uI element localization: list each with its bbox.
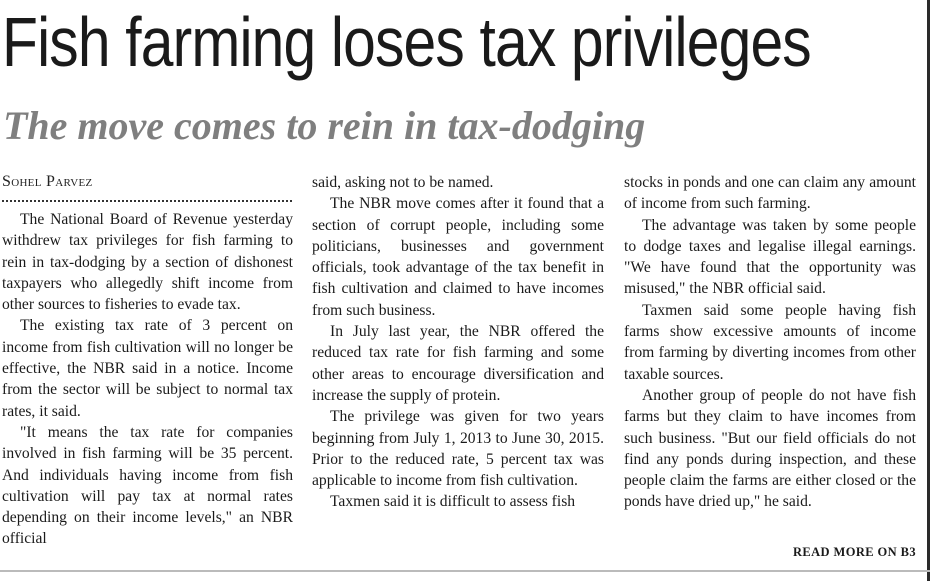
article-column-2: [312, 172, 604, 513]
paragraph: Taxmen said it is difficult to assess fish: [330, 493, 576, 511]
read-more-link[interactable]: READ MORE ON B3: [792, 545, 916, 559]
paragraph: "It means the tax rate for companies involved in fish farming will be 35 percent. And individuals having income from fish cultivation will pay tax at normal rates depending on their income levels," an NBR official: [2, 423, 293, 548]
paragraph: Taxmen said some people having fish farms show excessive amounts of income from farming by diverting incomes from other taxable sources.: [624, 301, 916, 383]
paragraph: Another group of people do not have fish farms but they claim to have incomes from such business. "But our field officials do not find any ponds during inspection, and these people claim the farms are either closed or the ponds have dried up," he said.: [624, 386, 916, 511]
subheadline: The move comes to rein in tax-dodging: [3, 103, 646, 148]
paragraph: The NBR move comes after it found that a section of corrupt people, including some politicians, businesses and government officials, took advantage of the tax benefit in fish cultivation and claimed to have incomes from such business.: [312, 195, 604, 319]
paragraph-continued: said, asking not to be named.: [312, 174, 494, 191]
paragraph: The advantage was taken by some people to dodge taxes and legalise illegal earnings. "We have found that the opportunity was misused," the NBR official said.: [624, 216, 916, 298]
byline-dotted-rule: [2, 200, 292, 202]
headline: Fish farming loses tax privileges: [2, 3, 811, 81]
paragraph-continued: stocks in ponds and one can claim any amount of income from such farming.: [624, 174, 916, 213]
byline: Sohel Parvez: [2, 173, 93, 190]
article-column-3: [624, 172, 916, 513]
article-column-1: [2, 209, 293, 550]
paragraph: The privilege was given for two years beginning from July 1, 2013 to June 30, 2015. Prior to the reduced rate, 5 percent tax was applicable to income from fish cultivation.: [312, 408, 604, 490]
paragraph: The existing tax rate of 3 percent on income from fish cultivation will no longer be effective, the NBR said in a notice. Income from the sector will be subject to normal tax rates, it said.: [2, 317, 293, 420]
bottom-border-rule: [0, 570, 930, 572]
paragraph: The National Board of Revenue yesterday withdrew tax privileges for fish farming to rein in tax-dodging by a section of dishonest taxpayers who allegedly shift income from other sources to fisheries to evade tax.: [2, 211, 293, 314]
paragraph: In July last year, the NBR offered the reduced tax rate for fish farming and some other areas to encourage diversification and increase the supply of protein.: [312, 323, 604, 404]
